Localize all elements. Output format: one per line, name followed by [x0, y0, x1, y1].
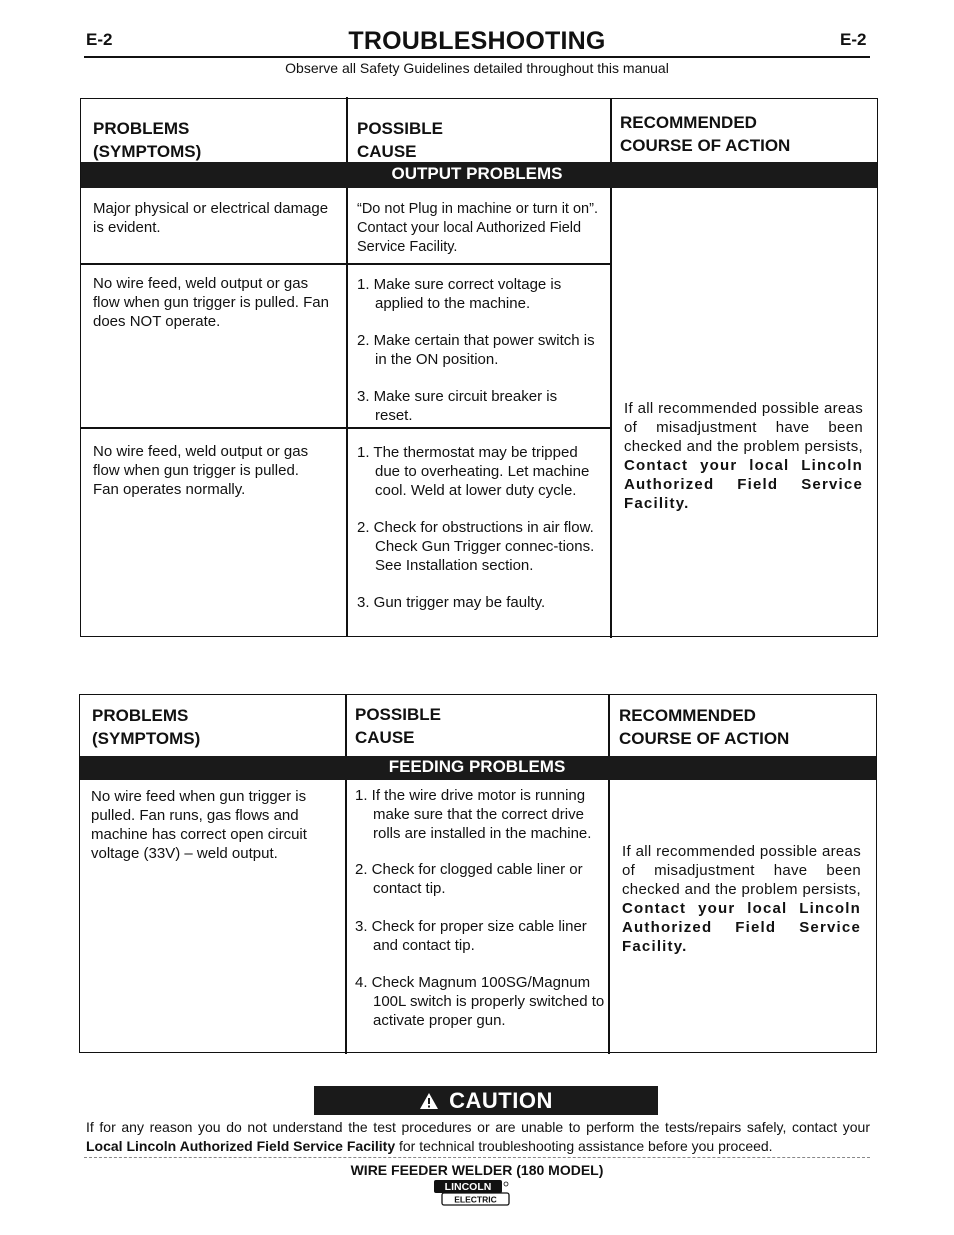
cause-step: 2. Make certain that power switch is in the ON position.	[357, 332, 595, 368]
section-band-feeding	[80, 756, 876, 780]
problem-cell: No wire feed, weld output or gas flow when gun trigger is pulled. Fan does NOT operate.	[93, 275, 329, 330]
warning-triangle-icon	[419, 1092, 439, 1110]
action-lead: If all recommended possible areas of misadjustment have been checked and the problem persists,	[622, 843, 861, 898]
action-contact: Contact your local Lincoln Authorized Field Service Facility.	[624, 457, 863, 512]
caution-label: CAUTION	[449, 1087, 553, 1113]
problem-cell: Major physical or electrical damage is evident.	[93, 200, 329, 236]
output-problems-table	[80, 98, 878, 637]
feeding-problems-table	[79, 694, 877, 1053]
cause-step: 4. Check Magnum 100SG/Magnum 100L switch is properly switched to activate proper gun.	[355, 974, 605, 1029]
header-action: RECOMMENDED COURSE OF ACTION	[619, 706, 790, 748]
row-divider	[81, 427, 611, 429]
lincoln-electric-logo	[433, 1179, 511, 1207]
cause-step: 3. Check for proper size cable liner and contact tip.	[355, 918, 587, 954]
page-title: TROUBLESHOOTING	[348, 27, 606, 55]
row-divider	[81, 263, 611, 265]
section-band-label: FEEDING PROBLEMS	[388, 757, 566, 776]
header-action: RECOMMENDED COURSE OF ACTION	[620, 113, 791, 155]
caution-banner	[314, 1086, 658, 1115]
header-rule	[84, 56, 870, 58]
action-cell	[622, 842, 861, 956]
cause-step: 1. The thermostat may be tripped due to overheating. Let machine cool. Weld at lower duty cycle.	[357, 444, 590, 499]
header-problems: PROBLEMS (SYMPTOMS)	[92, 706, 201, 748]
action-lead: If all recommended possible areas of misadjustment have been checked and the problem persists,	[624, 400, 863, 455]
cause-step: 3. Gun trigger may be faulty.	[357, 594, 546, 611]
page-code-left: E-2	[86, 30, 113, 49]
logo-text-top: LINCOLN	[444, 1181, 492, 1193]
action-contact: Contact your local Lincoln Authorized Field Service Facility.	[622, 900, 861, 955]
section-band-output	[81, 162, 877, 188]
logo-text-bottom: ELECTRIC	[454, 1194, 497, 1205]
footer-model: WIRE FEEDER WELDER (180 MODEL)	[350, 1162, 604, 1178]
cause-step: 2. Check for obstructions in air flow. Check Gun Trigger connec-tions. See Installation section.	[357, 519, 595, 574]
caution-text-pre: If for any reason you do not understand the test procedures or are unable to perform the tests/repairs safely, contact your	[86, 1119, 870, 1135]
problem-cell: No wire feed, weld output or gas flow when gun trigger is pulled. Fan operates normally.	[93, 443, 309, 498]
column-divider	[345, 695, 347, 1054]
page-code-right: E-2	[840, 30, 867, 49]
caution-text-contact: Local Lincoln Authorized Field Service Facility	[86, 1138, 396, 1154]
header-cause: POSSIBLE CAUSE	[355, 705, 441, 747]
action-cell	[624, 399, 863, 513]
safety-note: Observe all Safety Guidelines detailed throughout this manual	[285, 60, 669, 76]
column-divider	[608, 695, 610, 1054]
footer-rule	[84, 1157, 870, 1158]
caution-text	[86, 1118, 870, 1156]
section-band-label: OUTPUT PROBLEMS	[391, 164, 563, 183]
header-cause: POSSIBLE CAUSE	[357, 119, 443, 161]
cause-cell: “Do not Plug in machine or turn it on”. Contact your local Authorized Field Service Facility.	[357, 201, 598, 255]
problem-cell: No wire feed when gun trigger is pulled. Fan runs, gas flows and machine has correct open circuit voltage (33V) – weld output.	[91, 788, 307, 862]
cause-step: 3. Make sure circuit breaker is reset.	[357, 388, 558, 424]
cause-step: 2. Check for clogged cable liner or contact tip.	[355, 861, 583, 897]
cause-step: 1. Make sure correct voltage is applied to the machine.	[357, 276, 562, 312]
header-problems: PROBLEMS (SYMPTOMS)	[93, 119, 202, 161]
caution-text-post: for technical troubleshooting assistance before you proceed.	[395, 1138, 773, 1154]
cause-step: 1. If the wire drive motor is running make sure that the correct drive rolls are installed in the machine.	[355, 787, 592, 842]
